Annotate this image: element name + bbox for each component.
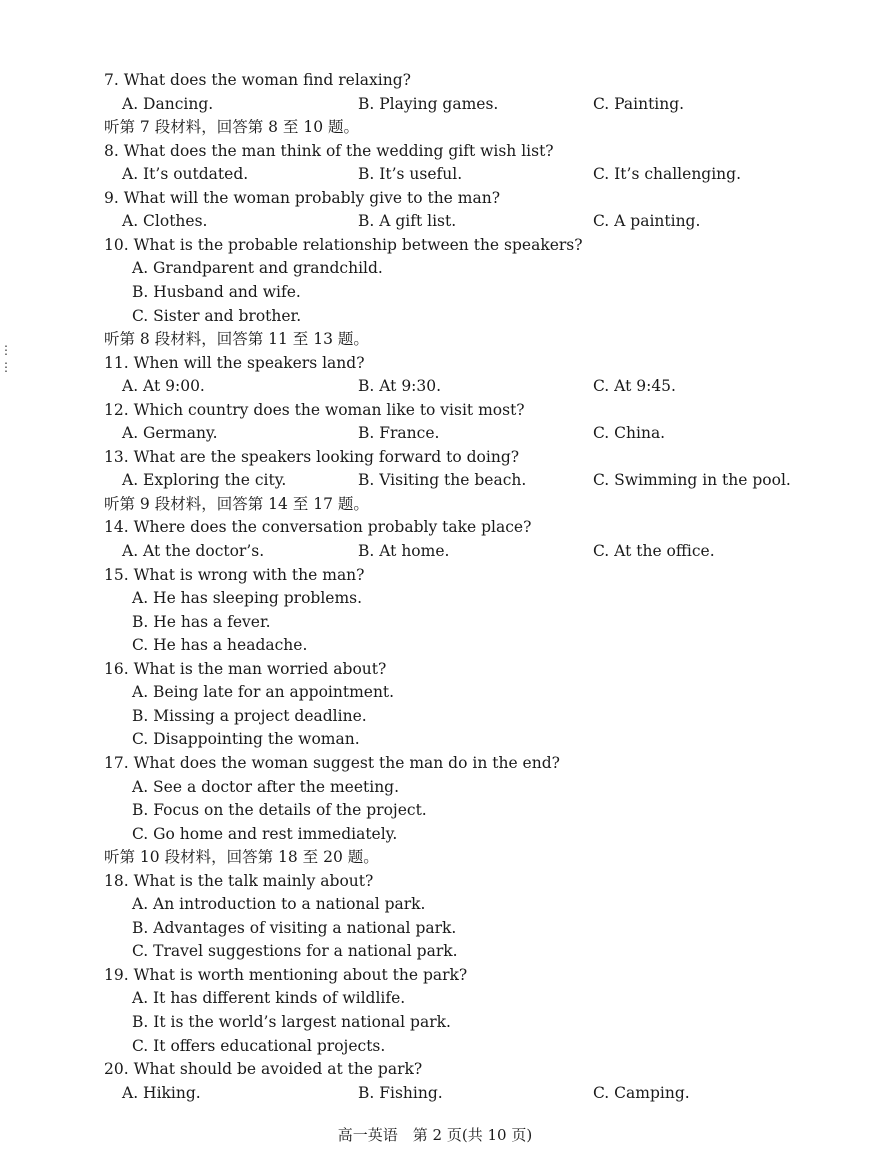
section-text: 听第 9 段材料，回答第 14 至 17 题。 xyxy=(104,494,369,513)
option-row xyxy=(0,540,870,563)
option-line xyxy=(0,799,870,822)
question-text: 12. Which country does the woman like to visit most? xyxy=(104,400,525,419)
option-line xyxy=(0,940,870,963)
question-text: 7. What does the woman find relaxing? xyxy=(104,71,411,89)
option-text: B. Husband and wife. xyxy=(132,282,301,301)
question-stem xyxy=(0,658,870,681)
option-c: C. Painting. xyxy=(593,94,685,113)
option-text: C. It offers educational projects. xyxy=(132,1036,386,1055)
option-a: A. At 9:00. xyxy=(122,377,205,396)
option-line xyxy=(0,281,870,304)
option-line xyxy=(0,823,870,846)
option-line xyxy=(0,728,870,751)
section-instruction xyxy=(0,328,870,351)
option-c: C. Swimming in the pool. xyxy=(593,471,791,490)
option-c: C. A painting. xyxy=(593,212,701,231)
option-text: C. Sister and brother. xyxy=(132,306,302,325)
section-text: 听第 8 段材料，回答第 11 至 13 题。 xyxy=(104,330,369,349)
option-row xyxy=(0,375,870,398)
option-line xyxy=(0,893,870,916)
option-text: B. Focus on the details of the project. xyxy=(132,801,427,820)
question-text: 18. What is the talk mainly about? xyxy=(104,871,374,890)
option-row xyxy=(0,422,870,445)
question-stem xyxy=(0,140,870,163)
question-stem xyxy=(0,752,870,775)
option-text: B. Advantages of visiting a national park. xyxy=(132,918,457,937)
option-row xyxy=(0,210,870,233)
question-text: 20. What should be avoided at the park? xyxy=(104,1060,423,1079)
question-text: 8. What does the man think of the wedding gift wish list? xyxy=(104,141,554,160)
option-line xyxy=(0,611,870,634)
question-text: 15. What is wrong with the man? xyxy=(104,565,365,584)
option-b: B. Fishing. xyxy=(358,1083,443,1102)
option-text: C. He has a headache. xyxy=(132,636,308,655)
question-text: 19. What is worth mentioning about the park? xyxy=(104,965,468,984)
option-c: C. It’s challenging. xyxy=(593,165,742,184)
question-text: 16. What is the man worried about? xyxy=(104,659,387,678)
option-line xyxy=(0,776,870,799)
option-line xyxy=(0,257,870,280)
option-a: A. Germany. xyxy=(122,424,218,443)
section-text: 听第 10 段材料，回答第 18 至 20 题。 xyxy=(104,848,379,867)
option-b: B. Visiting the beach. xyxy=(358,471,527,490)
option-c: C. China. xyxy=(593,424,666,443)
option-text: A. It has different kinds of wildlife. xyxy=(132,989,406,1008)
question-stem xyxy=(0,187,870,210)
option-text: B. Missing a project deadline. xyxy=(132,706,367,725)
option-b: B. France. xyxy=(358,424,440,443)
option-text: B. It is the world’s largest national park. xyxy=(132,1013,451,1031)
question-text: 13. What are the speakers looking forward to doing? xyxy=(104,447,520,466)
option-line xyxy=(0,587,870,610)
binding-margin-marks: ⋮ ⋮ xyxy=(0,343,12,374)
option-a: A. Clothes. xyxy=(122,212,208,231)
question-stem xyxy=(0,870,870,893)
question-stem xyxy=(0,399,870,422)
option-c: C. At the office. xyxy=(593,542,715,560)
question-stem xyxy=(0,1058,870,1081)
question-stem xyxy=(0,234,870,257)
question-text: 11. When will the speakers land? xyxy=(104,353,365,372)
option-b: B. At home. xyxy=(358,542,450,560)
option-text: A. Being late for an appointment. xyxy=(132,683,395,702)
option-line xyxy=(0,1011,870,1034)
option-a: A. At the doctor’s. xyxy=(122,542,265,560)
option-line xyxy=(0,705,870,728)
option-text: A. He has sleeping problems. xyxy=(132,589,363,608)
question-stem xyxy=(0,516,870,539)
section-text: 听第 7 段材料，回答第 8 至 10 题。 xyxy=(104,118,360,137)
option-line xyxy=(0,987,870,1010)
option-text: C. Disappointing the woman. xyxy=(132,730,360,749)
section-instruction xyxy=(0,846,870,869)
option-text: A. Grandparent and grandchild. xyxy=(132,259,383,278)
option-text: C. Travel suggestions for a national park. xyxy=(132,942,458,961)
option-text: C. Go home and rest immediately. xyxy=(132,824,398,843)
option-text: B. He has a fever. xyxy=(132,612,271,631)
question-stem xyxy=(0,446,870,469)
option-b: B. Playing games. xyxy=(358,94,499,113)
question-stem xyxy=(0,69,870,92)
option-a: A. It’s outdated. xyxy=(122,165,249,184)
option-a: A. Exploring the city. xyxy=(122,471,287,490)
option-b: B. A gift list. xyxy=(358,212,457,231)
question-text: 17. What does the woman suggest the man do in the end? xyxy=(104,753,560,772)
option-row xyxy=(0,93,870,116)
question-text: 9. What will the woman probably give to the man? xyxy=(104,188,501,207)
option-row xyxy=(0,469,870,492)
option-line xyxy=(0,305,870,328)
option-a: A. Hiking. xyxy=(122,1083,201,1102)
option-row xyxy=(0,163,870,186)
option-c: C. At 9:45. xyxy=(593,377,676,396)
option-line xyxy=(0,634,870,657)
section-instruction xyxy=(0,493,870,516)
option-line xyxy=(0,917,870,940)
page-footer: 高一英语 第 2 页(共 10 页) xyxy=(337,1126,533,1144)
question-text: 10. What is the probable relationship between the speakers? xyxy=(104,235,583,254)
option-line xyxy=(0,681,870,704)
option-text: A. An introduction to a national park. xyxy=(132,895,426,914)
question-stem xyxy=(0,352,870,375)
option-line xyxy=(0,1035,870,1058)
question-text: 14. Where does the conversation probably take place? xyxy=(104,518,532,537)
option-a: A. Dancing. xyxy=(122,94,214,113)
section-instruction xyxy=(0,116,870,139)
question-stem xyxy=(0,964,870,987)
question-stem xyxy=(0,564,870,587)
option-b: B. At 9:30. xyxy=(358,377,442,396)
option-c: C. Camping. xyxy=(593,1083,690,1102)
option-b: B. It’s useful. xyxy=(358,165,463,184)
option-text: A. See a doctor after the meeting. xyxy=(132,777,400,796)
option-row xyxy=(0,1082,870,1105)
